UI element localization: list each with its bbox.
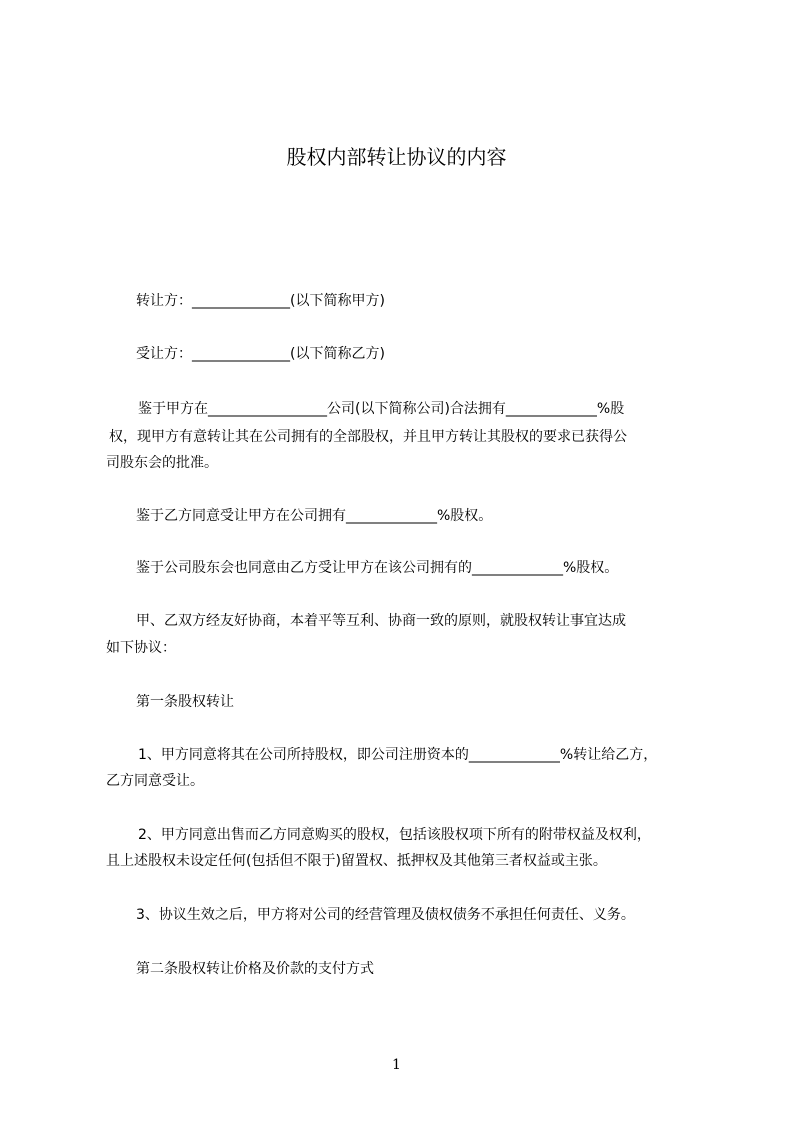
recital-2: 鉴于乙方同意受让甲方在公司拥有_____________%股权。 bbox=[136, 508, 493, 524]
transferor-line: 转让方：______________(以下简称甲方) bbox=[136, 293, 385, 309]
transferee-line: 受让方：______________(以下简称乙方) bbox=[136, 346, 385, 362]
article-2-heading: 第二条股权转让价格及价款的支付方式 bbox=[136, 961, 374, 977]
recital-3: 鉴于公司股东会也同意由乙方受让甲方在该公司拥有的_____________%股权。 bbox=[136, 560, 619, 576]
article-1-heading: 第一条股权转让 bbox=[136, 694, 234, 710]
page-number: 1 bbox=[392, 1057, 401, 1073]
recital-1-line-3: 司股东会的批准。 bbox=[106, 455, 218, 471]
clause-2-line-1: 2、甲方同意出售而乙方同意购买的股权，包括该股权项下所有的附带权益及权利， bbox=[138, 827, 651, 843]
clause-3: 3、协议生效之后，甲方将对公司的经营管理及债权债务不承担任何责任、义务。 bbox=[136, 907, 635, 923]
clause-2-line-2: 且上述股权未设定任何(包括但不限于)留置权、抵押权及其他第三者权益或主张。 bbox=[106, 853, 607, 869]
recital-1-line-1: 鉴于甲方在_________________公司(以下简称公司)合法拥有_____________%股 bbox=[138, 401, 625, 417]
clause-1-line-1: 1、甲方同意将其在公司所持股权，即公司注册资本的_____________%转让给乙方， bbox=[138, 747, 658, 763]
recital-1-line-2: 权，现甲方有意转让其在公司拥有的全部股权，并且甲方转让其股权的要求已获得公 bbox=[109, 429, 627, 445]
clause-1-line-2: 乙方同意受让。 bbox=[106, 773, 204, 789]
document-title: 股权内部转让协议的内容 bbox=[286, 145, 507, 169]
agreement-line-2: 如下协议： bbox=[106, 640, 176, 656]
agreement-line-1: 甲、乙双方经友好协商，本着平等互利、协商一致的原则，就股权转让事宜达成 bbox=[136, 613, 626, 629]
